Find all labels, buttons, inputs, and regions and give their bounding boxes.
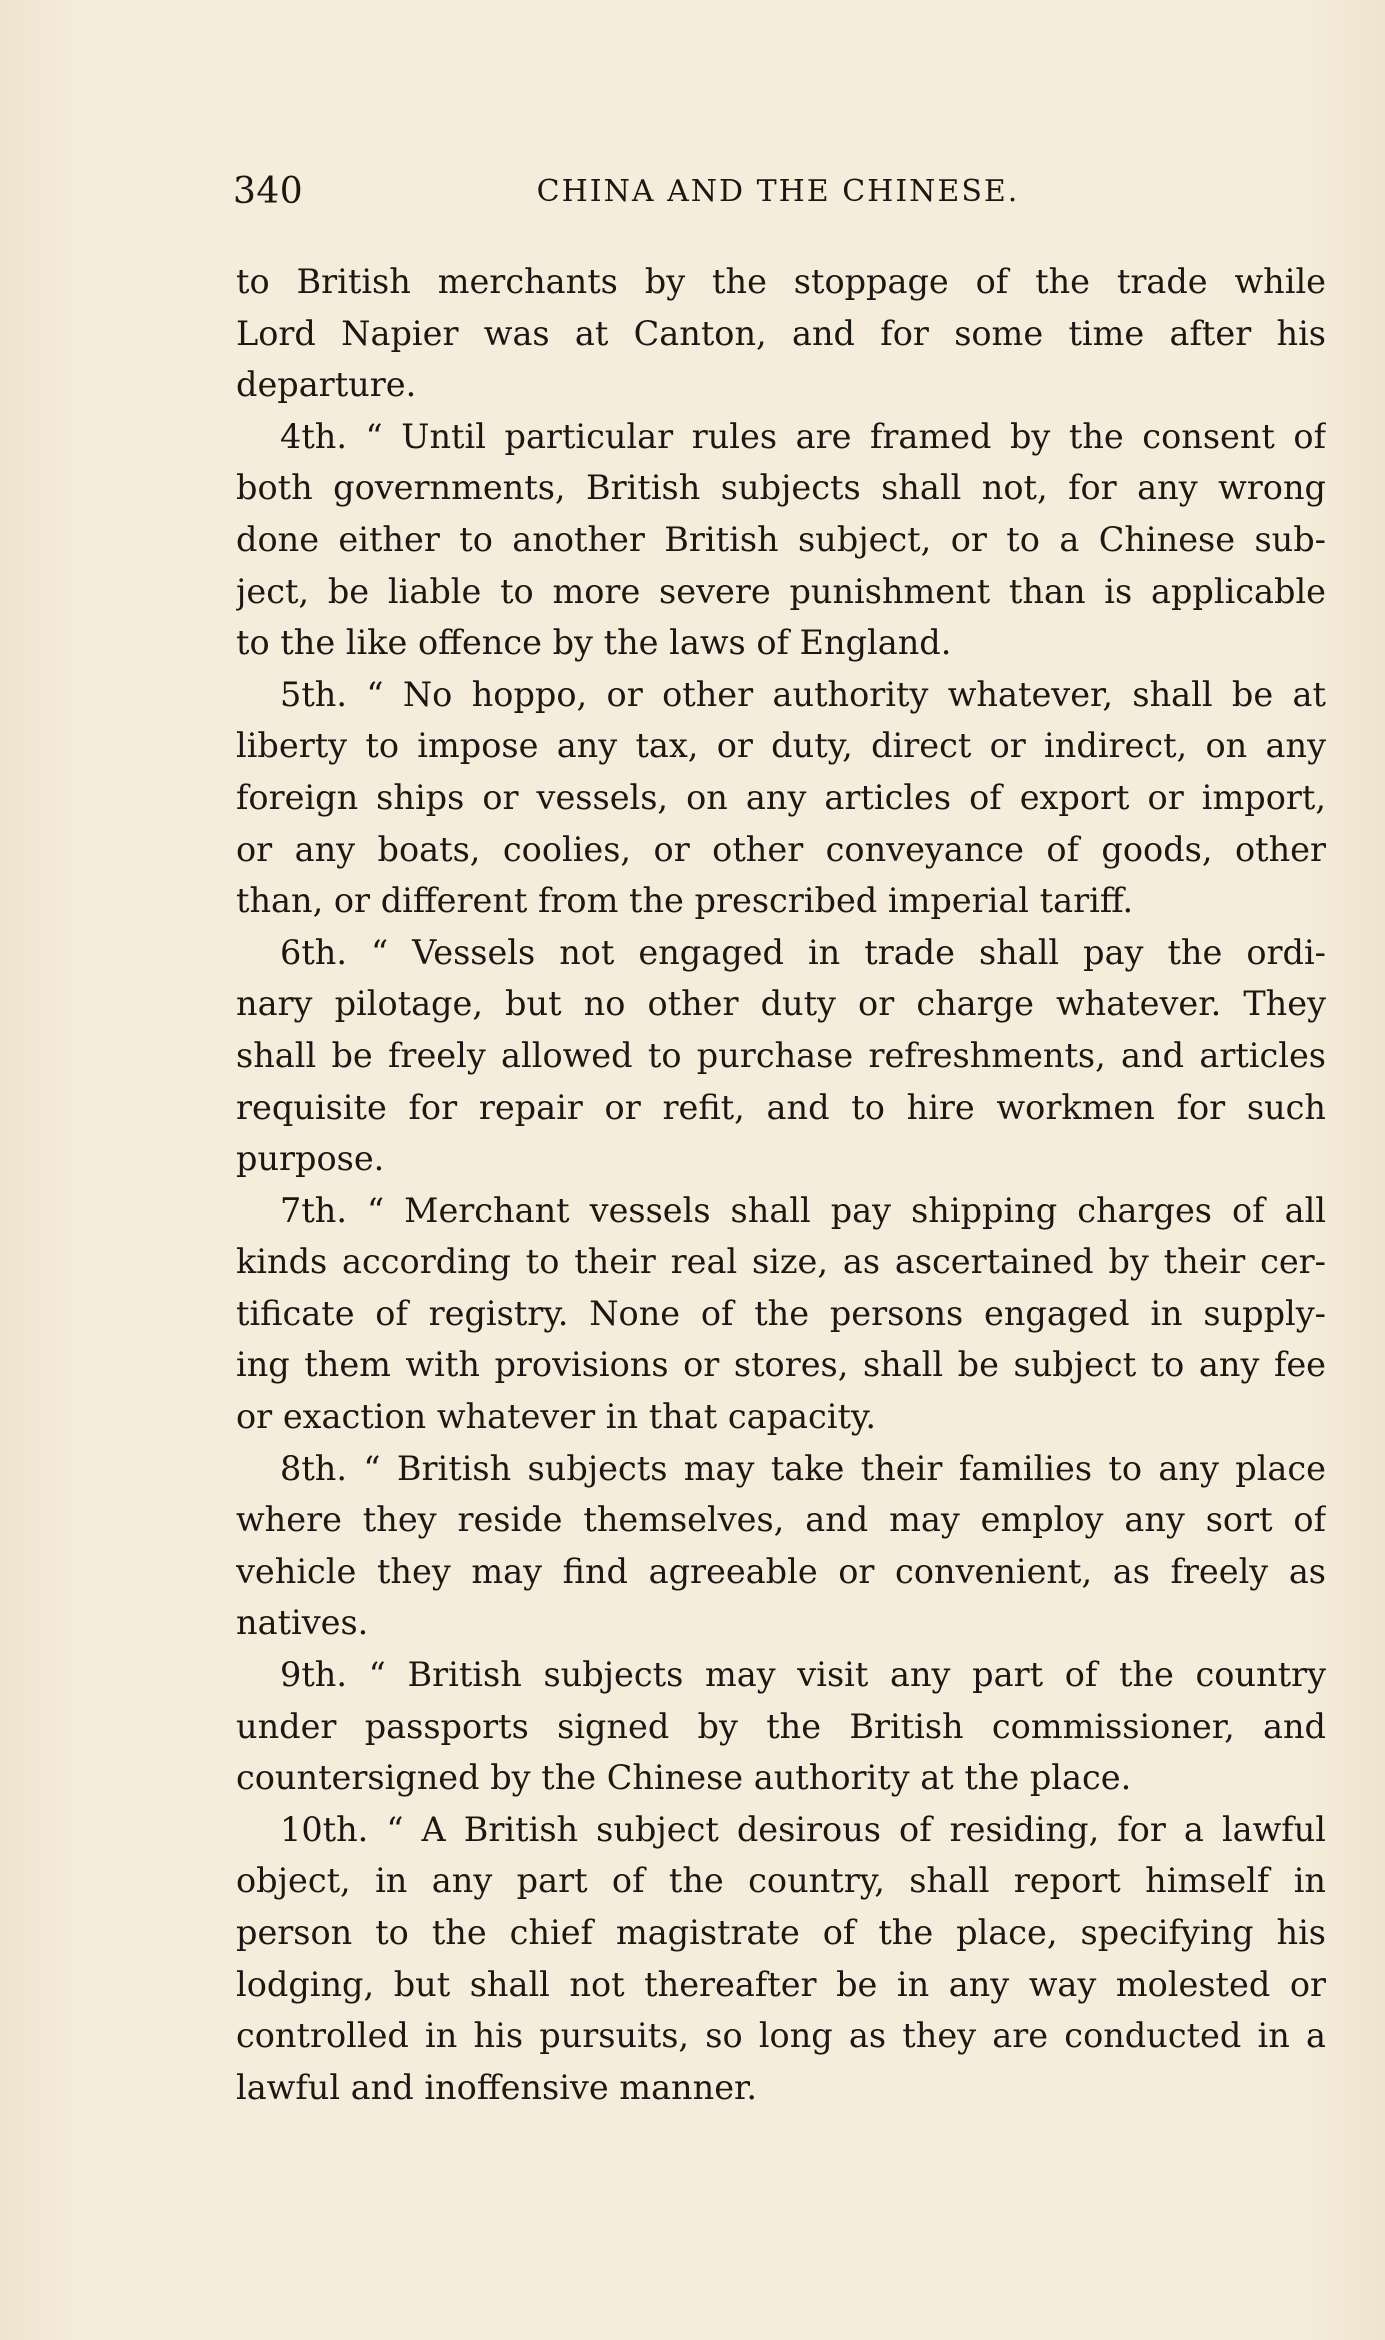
text-line: both governments, British subjects shall not, for any wrong [236,468,1326,508]
text-line: shall be freely allowed to purchase refreshments, and articles [236,1035,1326,1075]
text-line: object, in any part of the country, shall report himself in [236,1861,1326,1901]
text-line: 10th. “ A British subject desirous of residing, for a lawful [280,1809,1326,1849]
page-number: 340 [233,170,304,212]
text-line: under passports signed by the British commissioner, and [236,1706,1326,1746]
text-line: liberty to impose any tax, or duty, direct or indirect, on any [236,726,1326,766]
text-line: to British merchants by the stoppage of the trade while [236,262,1326,301]
text-line: kinds according to their real size, as ascertained by their cer- [236,1242,1326,1282]
text-line: where they reside themselves, and may employ any sort of [236,1500,1326,1540]
text-line: Lord Napier was at Canton, and for some time after his [236,313,1326,353]
text-line: countersigned by the Chinese authority at the place. [236,1758,1132,1798]
text-line: to the like offence by the laws of England. [236,623,952,663]
text-line: 6th. “ Vessels not engaged in trade shall pay the ordi- [280,932,1326,972]
text-line: purpose. [236,1139,385,1179]
text-line: than, or different from the prescribed imperial tariff. [236,881,1134,921]
text-line: nary pilotage, but no other duty or charge whatever. They [236,984,1326,1024]
text-line: natives. [236,1603,369,1643]
text-line: tificate of registry. None of the persons engaged in supply- [236,1293,1326,1333]
text-line: controlled in his pursuits, so long as they are conducted in a [236,2016,1326,2056]
text-line: foreign ships or vessels, on any articles of export or import, [236,777,1326,817]
text-line: departure. [236,365,417,405]
body-text [236,256,1326,2113]
text-line: lodging, but shall not thereafter be in any way molested or [236,1964,1326,2004]
text-line: lawful and inoffensive manner. [236,2067,758,2107]
text-line: person to the chief magistrate of the place, specifying his [236,1913,1326,1952]
running-title: CHINA AND THE CHINESE. [536,173,1020,209]
text-line: or any boats, coolies, or other conveyance of goods, other [236,829,1326,869]
text-line: 8th. “ British subjects may take their families to any place [280,1448,1326,1488]
running-head [233,165,1323,217]
text-line: 5th. “ No hoppo, or other authority whatever, shall be at [280,674,1326,714]
text-line: requisite for repair or refit, and to hire workmen for such [236,1087,1326,1127]
text-line: 4th. “ Until particular rules are framed by the consent of [280,416,1326,456]
text-line: ing them with provisions or stores, shall be subject to any fee [236,1345,1326,1385]
text-line: or exaction whatever in that capacity. [236,1397,877,1437]
text-line: done either to another British subject, or to a Chinese sub- [236,519,1326,559]
text-line: vehicle they may find agreeable or convenient, as freely as [236,1551,1326,1591]
text-line: 7th. “ Merchant vessels shall pay shipping charges of all [280,1190,1326,1230]
text-line: ject, be liable to more severe punishment than is applicable [236,571,1326,611]
text-line: 9th. “ British subjects may visit any part of the country [280,1655,1326,1695]
